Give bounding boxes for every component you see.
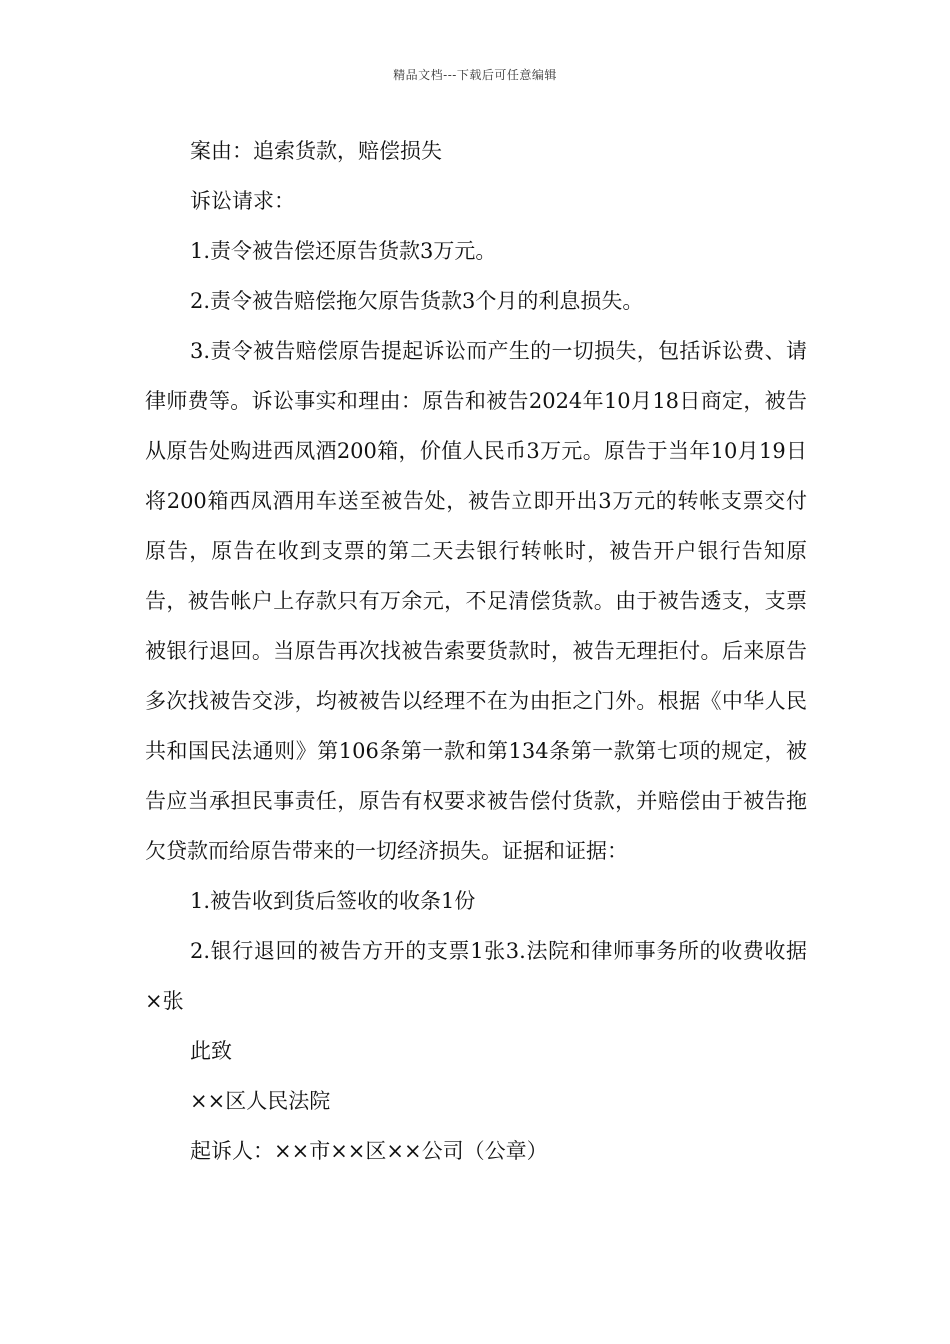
document-body <box>145 126 807 1176</box>
court-name: ××区人民法院 <box>190 1089 331 1113</box>
plaintiff-signature: 起诉人：××市××区××公司（公章） <box>190 1139 548 1163</box>
claim-item-3-and-facts: 3.责令被告赔偿原告提起诉讼而产生的一切损失，包括诉讼费、请律师费等。诉讼事实和理由：原告和被告2024年10月18日商定，被告从原告处购进西凤酒200箱，价值人民币3万元。原告于当年10月19日将200箱西凤酒用车送至被告处，被告立即开出3万元的转帐支票交付原告，原告在收到支票的第二天去银行转帐时，被告开户银行告知原告，被告帐户上存款只有万余元，不足清偿货款。由于被告透支，支票被银行退回。当原告再次找被告索要货款时，被告无理拒付。后来原告多次找被告交涉，均被被告以经理不在为由拒之门外。根据《中华人民共和国民法通则》第106条第一款和第134条第一款第七项的规定，被告应当承担民事责任，原告有权要求被告偿付货款，并赔偿由于被告拖欠贷款而给原告带来的一切经济损失。证据和证据： <box>145 339 807 863</box>
claims-heading: 诉讼请求： <box>190 189 295 213</box>
claim-item-2: 2.责令被告赔偿拖欠原告货款3个月的利息损失。 <box>190 289 644 313</box>
page-header: 精品文档---下载后可任意编辑 <box>393 68 557 82</box>
claim-item-1: 1.责令被告偿还原告货款3万元。 <box>190 239 497 263</box>
salutation: 此致 <box>190 1039 232 1063</box>
evidence-item-2: 2.银行退回的被告方开的支票1张3.法院和律师事务所的收费收据×张 <box>145 939 807 1013</box>
case-cause: 案由：追索货款，赔偿损失 <box>190 139 442 163</box>
evidence-item-1: 1.被告收到货后签收的收条1份 <box>190 889 476 913</box>
